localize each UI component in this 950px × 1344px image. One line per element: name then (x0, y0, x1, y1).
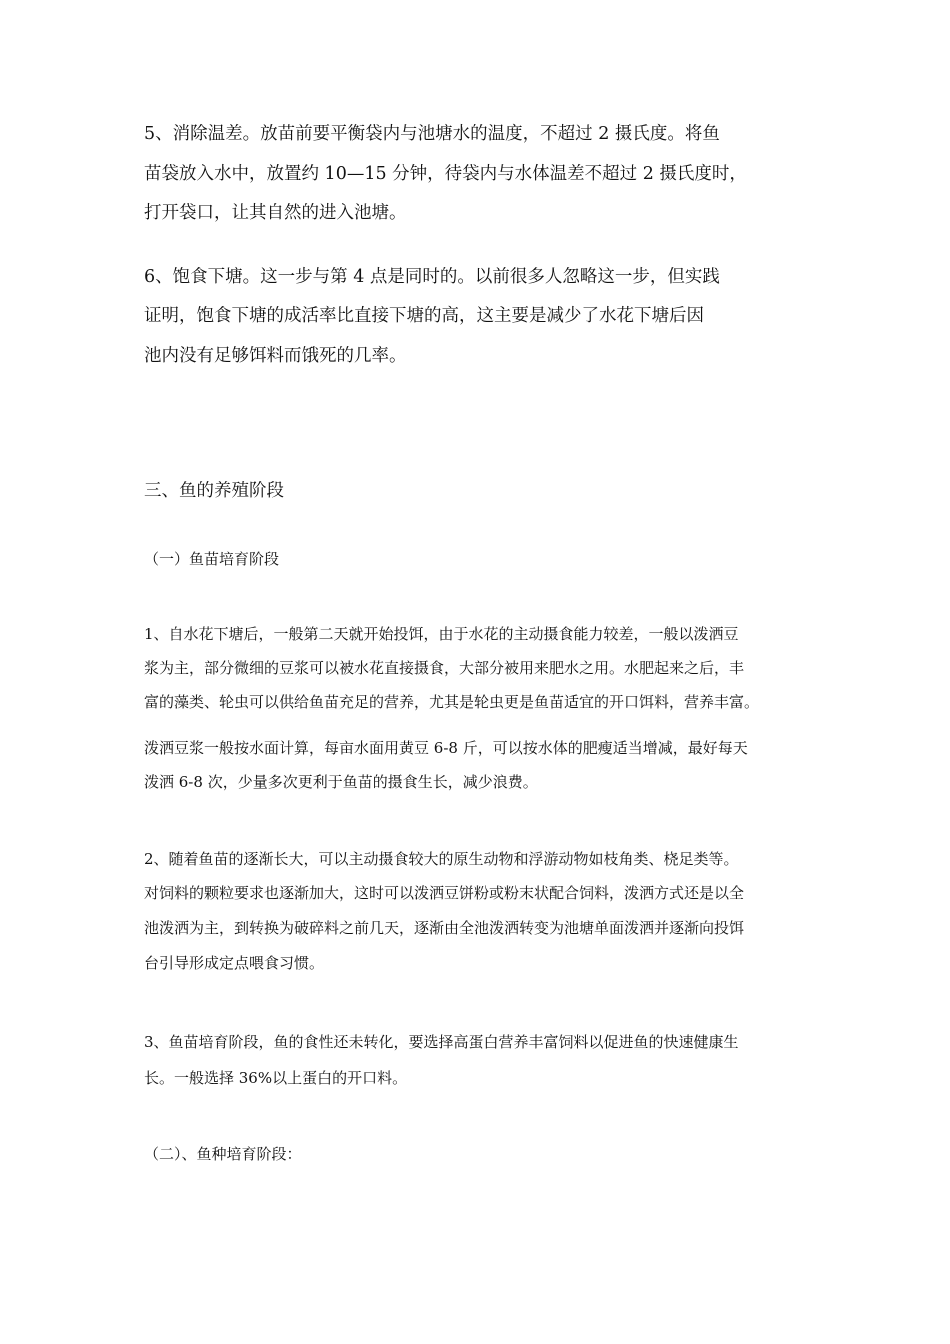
paragraph-line: 6、饱食下塘。这一步与第 4 点是同时的。以前很多人忽略这一步，但实践 (144, 267, 720, 287)
section-heading: 三、鱼的养殖阶段 (144, 481, 284, 501)
paragraph-line: 对饲料的颗粒要求也逐渐加大，这时可以泼洒豆饼粉或粉末状配合饲料，泼洒方式还是以全 (144, 884, 745, 902)
paragraph-line: 泼洒豆浆一般按水面计算，每亩水面用黄豆 6-8 斤，可以按水体的肥瘦适当增减，最好每天 (144, 739, 748, 757)
paragraph-line: 证明，饱食下塘的成活率比直接下塘的高，这主要是减少了水花下塘后因 (144, 306, 704, 326)
paragraph-line: 池内没有足够饵料而饿死的几率。 (144, 346, 407, 366)
subsection-heading: （二）、鱼种培育阶段： (144, 1145, 302, 1163)
paragraph-line: 富的藻类、轮虫可以供给鱼苗充足的营养，尤其是轮虫更是鱼苗适宜的开口饵料，营养丰富。 (144, 693, 760, 711)
paragraph-line: 浆为主，部分微细的豆浆可以被水花直接摄食，大部分被用来肥水之用。水肥起来之后，丰 (144, 659, 745, 677)
paragraph-line: 台引导形成定点喂食习惯。 (144, 954, 325, 972)
paragraph-line: 池泼洒为主，到转换为破碎料之前几天，逐渐由全池泼洒转变为池塘单面泼洒并逐渐向投饵 (144, 919, 745, 937)
paragraph-line: 5、消除温差。放苗前要平衡袋内与池塘水的温度，不超过 2 摄氏度。将鱼 (144, 124, 720, 144)
subsection-heading: （一）鱼苗培育阶段 (144, 550, 280, 568)
paragraph-line: 泼洒 6-8 次，少量多次更利于鱼苗的摄食生长，减少浪费。 (144, 773, 538, 791)
paragraph-line: 2、随着鱼苗的逐渐长大，可以主动摄食较大的原生动物和浮游动物如枝角类、桡足类等。 (144, 850, 739, 868)
paragraph-line: 打开袋口，让其自然的进入池塘。 (144, 203, 407, 223)
paragraph-line: 长。一般选择 36%以上蛋白的开口料。 (144, 1069, 408, 1087)
paragraph-line: 1、自水花下塘后，一般第二天就开始投饵，由于水花的主动摄食能力较差，一般以泼洒豆 (144, 625, 739, 643)
paragraph-line: 苗袋放入水中，放置约 10—15 分钟，待袋内与水体温差不超过 2 摄氏度时， (144, 164, 747, 184)
paragraph-line: 3、鱼苗培育阶段，鱼的食性还未转化，要选择高蛋白营养丰富饲料以促进鱼的快速健康生 (144, 1033, 739, 1051)
